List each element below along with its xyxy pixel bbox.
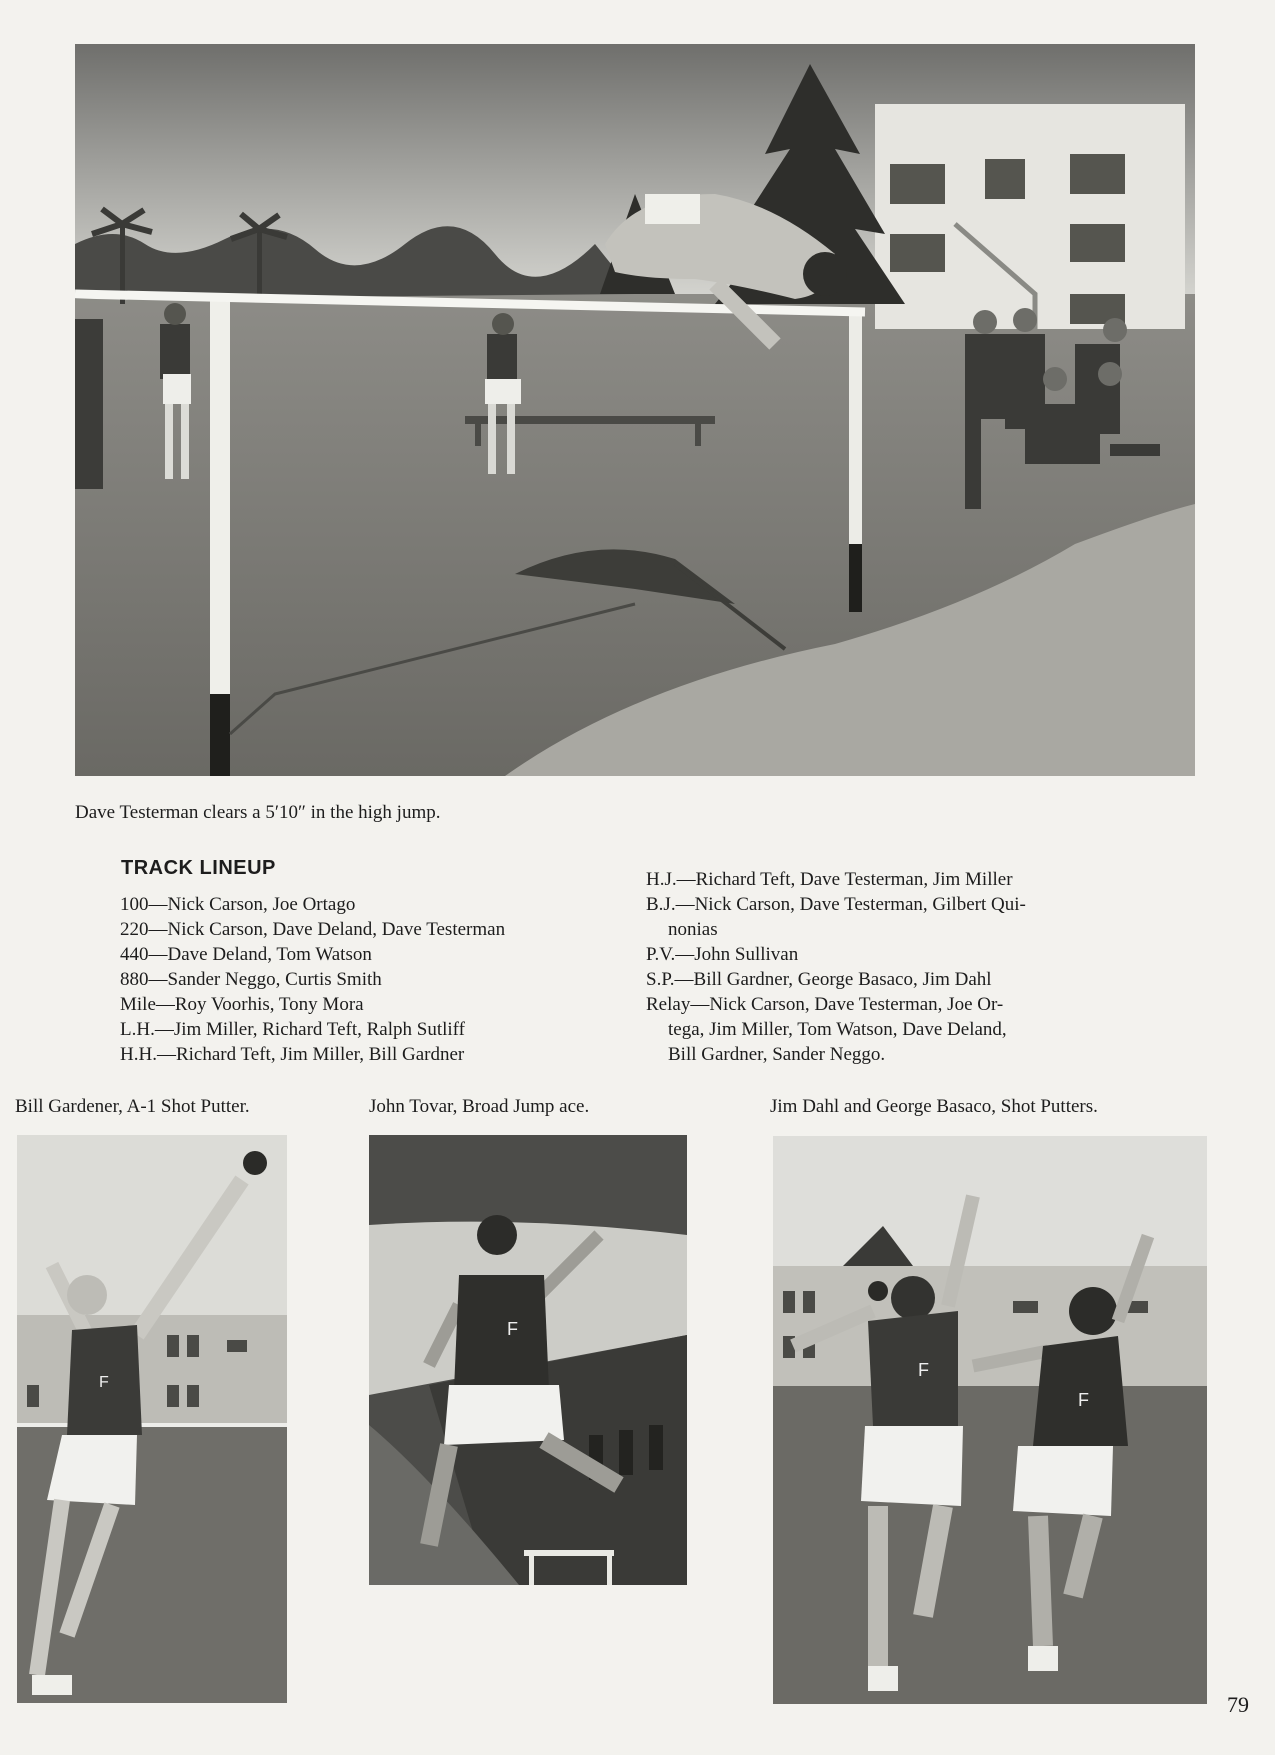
shot-putters-photo (773, 1136, 1207, 1704)
shot-putter-caption: Bill Gardener, A-1 Shot Putter. (15, 1096, 250, 1117)
jersey-letter: F (507, 1319, 518, 1339)
lineup-relay-cont-2: Bill Gardner, Sander Neggo. (668, 1044, 886, 1065)
lineup-100: 100—Nick Carson, Joe Ortago (120, 894, 356, 915)
high-jump-caption: Dave Testerman clears a 5′10″ in the high jump. (75, 802, 441, 823)
lineup-left-column (120, 892, 505, 1067)
shot-putter-photo (17, 1135, 287, 1703)
lineup-sp: S.P.—Bill Gardner, George Basaco, Jim Dahl (646, 969, 992, 990)
jersey-letter: F (918, 1360, 929, 1380)
high-jump-photo (75, 44, 1195, 776)
lineup-880: 880—Sander Neggo, Curtis Smith (120, 969, 382, 990)
lineup-pv: P.V.—John Sullivan (646, 944, 799, 965)
lineup-mile: Mile—Roy Voorhis, Tony Mora (120, 994, 364, 1015)
lineup-relay-cont-1: tega, Jim Miller, Tom Watson, Dave Deland, (668, 1019, 1007, 1040)
broad-jump-photo (369, 1135, 687, 1585)
track-lineup-heading: TRACK LINEUP (121, 857, 276, 879)
broad-jump-caption: John Tovar, Broad Jump ace. (369, 1096, 590, 1117)
lineup-hj: H.J.—Richard Teft, Dave Testerman, Jim Miller (646, 869, 1013, 890)
lineup-bj: B.J.—Nick Carson, Dave Testerman, Gilbert Qui- (646, 894, 1026, 915)
jersey-letter: F (99, 1374, 109, 1391)
lineup-hh: H.H.—Richard Teft, Jim Miller, Bill Gardner (120, 1044, 465, 1065)
jersey-letter: F (1078, 1390, 1089, 1410)
lineup-440: 440—Dave Deland, Tom Watson (120, 944, 372, 965)
lineup-lh: L.H.—Jim Miller, Richard Teft, Ralph Sutliff (120, 1019, 465, 1040)
lineup-bj-cont: nonias (668, 919, 718, 940)
page-number: 79 (1227, 1692, 1249, 1717)
lineup-relay: Relay—Nick Carson, Dave Testerman, Joe Or- (646, 994, 1004, 1015)
shot-putters-caption: Jim Dahl and George Basaco, Shot Putters. (770, 1096, 1098, 1117)
lineup-220: 220—Nick Carson, Dave Deland, Dave Testerman (120, 919, 506, 940)
lineup-right-column (646, 867, 1026, 1067)
